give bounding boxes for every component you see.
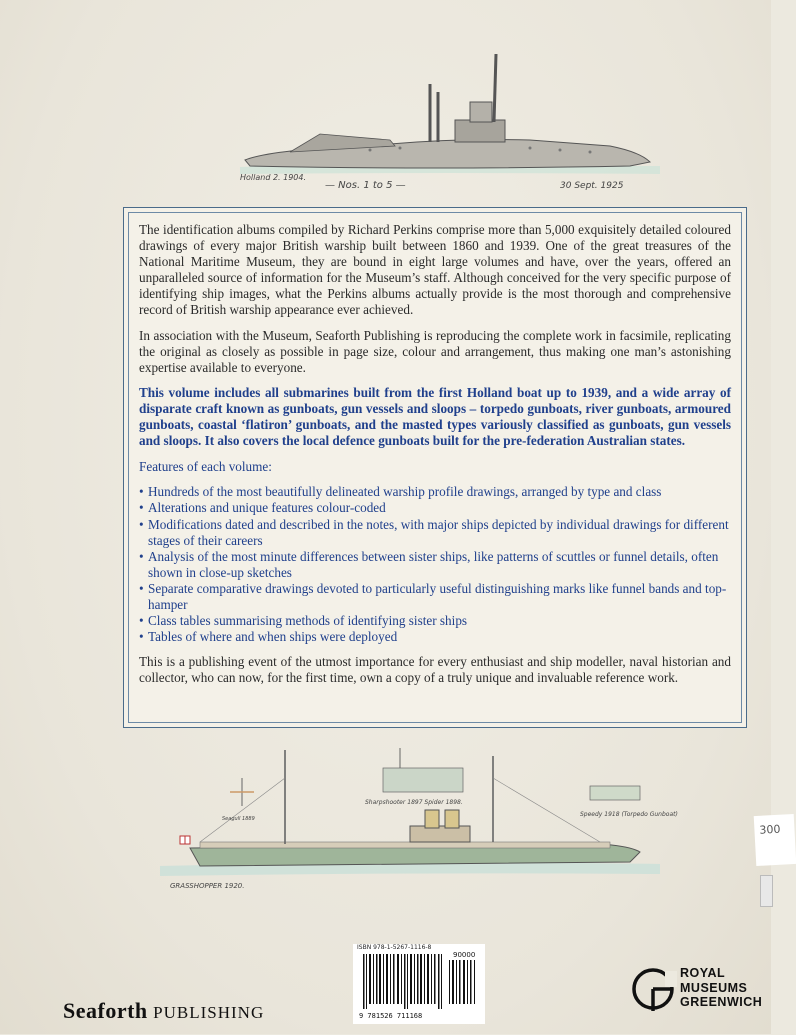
royal-museums-logo bbox=[629, 965, 769, 1035]
sticker-label: 300 bbox=[759, 822, 781, 837]
list-item: • Alterations and unique features colour-coded bbox=[139, 500, 731, 516]
volume-scope-paragraph: This volume includes all submarines built from the first Holland boat up to 1939, and a wide array of disparate craft known as gunboats, gun vessels and sloops – torpedo gunboats, river gunboats, armoured gunboats, coastal ‘flatiron’ gunboats, and the masted types variously classified as gunboats, gun vessels and sloops. It also covers the local defence gunboats built for the pre-federation Australian states. bbox=[139, 384, 731, 449]
sketch-caption-vessel: Holland 2. 1904. bbox=[240, 173, 307, 182]
barcode-price: 90000 bbox=[453, 951, 476, 959]
list-item: • Analysis of the most minute differences between sister ships, like patterns of scuttles or funnel details, often shown in close-up sketches bbox=[139, 549, 731, 581]
price-sticker bbox=[754, 814, 796, 866]
isbn-barcode bbox=[353, 944, 485, 1024]
list-item: • Class tables summarising methods of identifying sister ships bbox=[139, 613, 731, 629]
publisher-logo bbox=[63, 998, 264, 1024]
submarine-sketch bbox=[230, 42, 670, 202]
list-item: • Tables of where and when ships were deployed bbox=[139, 629, 731, 645]
barcode-digits: 9 781526 711168 bbox=[359, 1012, 423, 1020]
publisher-brand: Seaforth bbox=[63, 998, 148, 1023]
list-item: • Separate comparative drawings devoted to particularly useful distinguishing marks like funnel bands and top-hamper bbox=[139, 581, 731, 613]
association-paragraph: In association with the Museum, Seaforth Publishing is reproducing the complete work in facsimile, replicating the original as closely as possible in page size, colour and arrangement, thus making one man’s astonishing expertise available to everyone. bbox=[139, 327, 731, 375]
description-panel bbox=[123, 207, 747, 728]
gunboat-sketch bbox=[160, 738, 678, 908]
sketch-caption-small: Seagull 1889 bbox=[222, 816, 255, 822]
closing-paragraph: This is a publishing event of the utmost importance for every enthusiast and ship modeller, naval historian and collector, who can now, for the first time, own a copy of a truly unique and invaluable reference work. bbox=[139, 654, 731, 686]
features-title: Features of each volume: bbox=[139, 459, 272, 475]
sketch-caption-inset-left: Sharpshooter 1897 Spider 1898. bbox=[365, 799, 463, 806]
spine-tab bbox=[760, 875, 773, 907]
intro-paragraph: The identification albums compiled by Richard Perkins comprise more than 5,000 exquisitely detailed coloured drawings of every major British warship built between 1860 and 1939. One of the great treasures of the National Maritime Museum, they are bound in eight large volumes and have, over the years, offered an unparalleled source of information for the Museum’s staff. Although conceived for the very specific purpose of identifying ship images, what the Perkins albums actually provide is the most thorough and comprehensive record of British warship appearance ever achieved. bbox=[139, 222, 731, 318]
list-item: • Modifications dated and described in the notes, with major ships depicted by individual drawings for different stages of their careers bbox=[139, 517, 731, 549]
rmg-line1: ROYAL bbox=[680, 966, 726, 980]
rmg-emblem-icon bbox=[629, 965, 677, 1013]
isbn-text: ISBN 978-1-5267-1116-8 bbox=[357, 944, 432, 951]
sketch-caption-numbers: — Nos. 1 to 5 — bbox=[325, 180, 406, 191]
list-item: • Hundreds of the most beautifully delineated warship profile drawings, arranged by type and class bbox=[139, 484, 731, 500]
sketch-caption-main: GRASSHOPPER 1920. bbox=[170, 882, 245, 890]
sketch-caption-inset-right: Speedy 1918 (Torpedo Gunboat) bbox=[580, 811, 678, 818]
features-list bbox=[139, 484, 731, 645]
rmg-line3: GREENWICH bbox=[680, 995, 763, 1009]
publisher-word: PUBLISHING bbox=[153, 1003, 265, 1022]
sketch-caption-date: 30 Sept. 1925 bbox=[560, 181, 624, 191]
rmg-line2: MUSEUMS bbox=[680, 980, 748, 995]
